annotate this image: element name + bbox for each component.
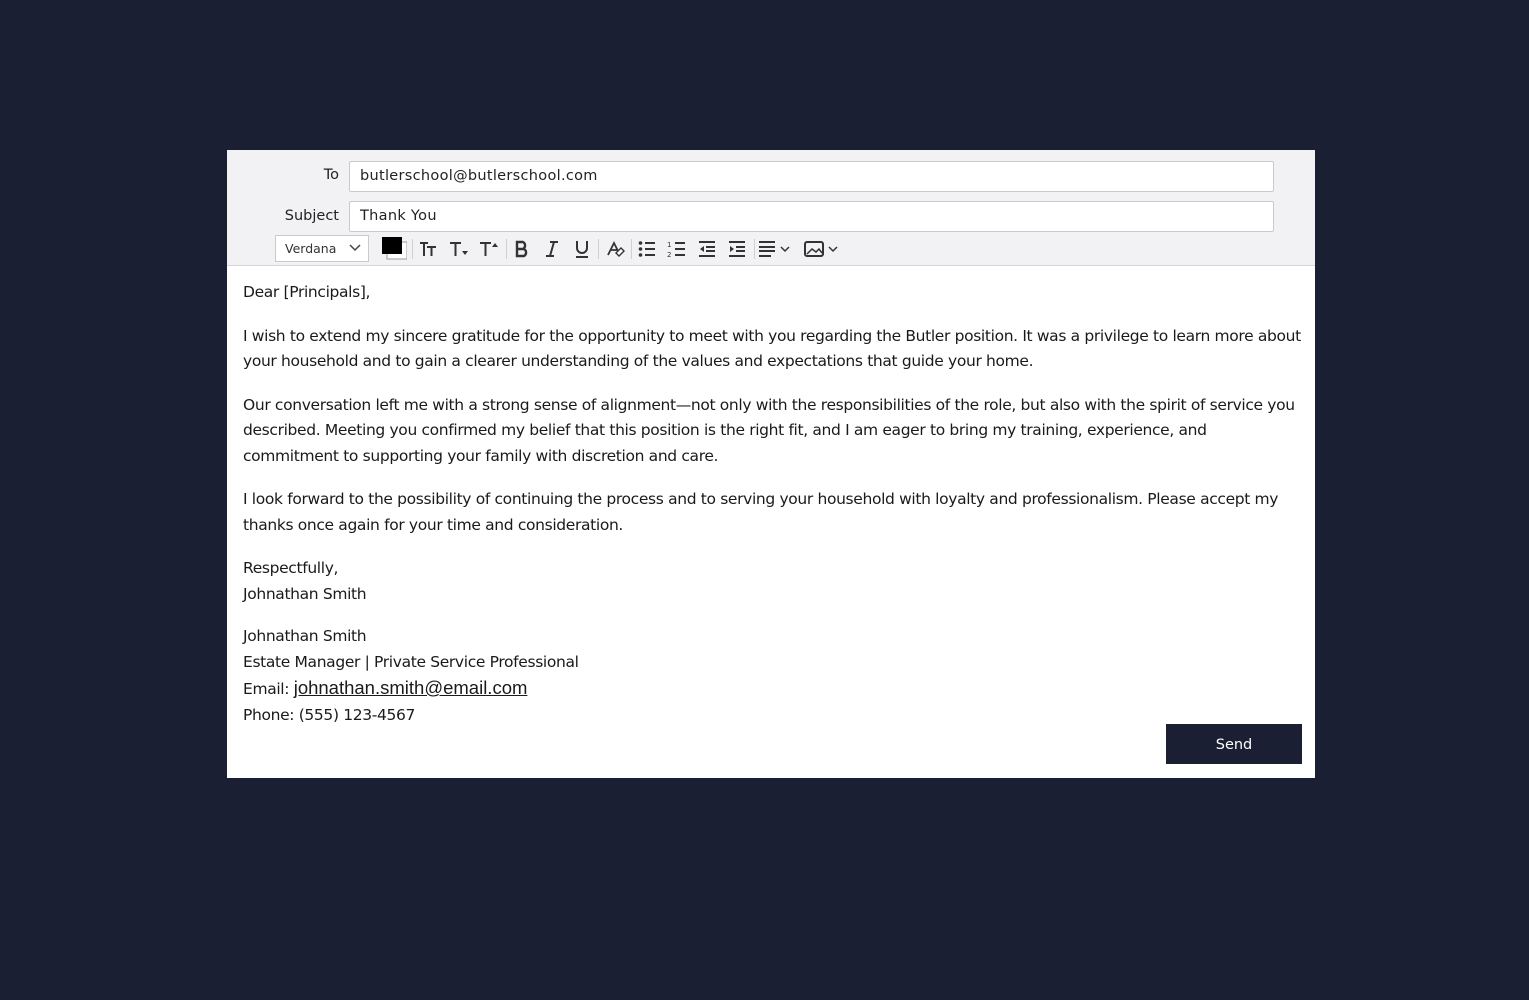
numbered-list-button[interactable] [663,235,690,262]
italic-icon [542,239,562,259]
signature-email-label: Email: [243,680,294,698]
subscript-icon [448,239,470,259]
text-color-icon [377,235,407,262]
signature-email-link[interactable]: johnathan.smith@email.com [293,677,528,698]
svg-text:2: 2 [666,250,671,259]
compose-header [227,150,1315,266]
bold-button[interactable] [508,235,535,262]
outdent-icon [697,239,717,259]
to-label: To [323,167,339,183]
bullet-list-icon [637,239,657,259]
align-icon [758,239,794,259]
underline-icon [572,239,592,259]
clear-format-icon [605,239,625,259]
insert-image-button[interactable] [803,235,843,262]
paragraph-1: I wish to extend my sincere gratitude for the opportunity to meet with you regarding the Butler position. It was a privilege to learn more about your household and to gain a clearer understanding of the values and expectations that guide your home. [243,326,1301,370]
font-size-icon [418,239,440,259]
signature-phone: Phone: (555) 123-4567 [243,705,416,724]
svg-text:1: 1 [666,240,671,249]
signature-name: Johnathan Smith [243,627,367,645]
subject-field[interactable]: Thank You [349,201,1274,232]
chevron-down-icon [349,236,361,270]
numbered-list-icon [667,239,687,259]
clear-format-button[interactable] [601,235,628,262]
bullet-list-button[interactable] [633,235,660,262]
closing: Respectfully, [243,559,339,577]
font-family-select[interactable] [275,235,369,262]
superscript-icon [478,239,500,259]
underline-button[interactable] [568,235,595,262]
send-button[interactable]: Send [1166,724,1302,764]
italic-button[interactable] [538,235,565,262]
subject-label: Subject [284,208,339,224]
to-field[interactable]: butlerschool@butlerschool.com [349,161,1274,192]
closing-name: Johnathan Smith [243,584,367,603]
image-icon [804,239,842,259]
message-body[interactable] [243,280,1305,746]
greeting: Dear [Principals], [243,283,371,301]
font-size-button[interactable] [415,235,442,262]
subscript-button[interactable] [445,235,472,262]
indent-icon [727,239,747,259]
outdent-button[interactable] [693,235,720,262]
signature-title: Estate Manager | Private Service Professional [243,652,579,671]
paragraph-2: Our conversation left me with a strong sense of alignment—not only with the responsibilities of the role, but also with the spirit of service you described. Meeting you confirmed my belief that this position is the right fit, and I am eager to bring my training, experience, and commitment to supporting your family with discretion and care. [243,395,1295,465]
email-composer [227,150,1315,778]
bold-icon [512,239,532,259]
align-button[interactable] [757,235,795,262]
indent-button[interactable] [723,235,750,262]
font-family-value: Verdana [285,241,337,256]
text-color-button[interactable] [376,235,408,262]
superscript-button[interactable] [475,235,502,262]
paragraph-3: I look forward to the possibility of continuing the process and to serving your household with loyalty and professionalism. Please accept my thanks once again for your time and consideration. [243,490,1279,534]
